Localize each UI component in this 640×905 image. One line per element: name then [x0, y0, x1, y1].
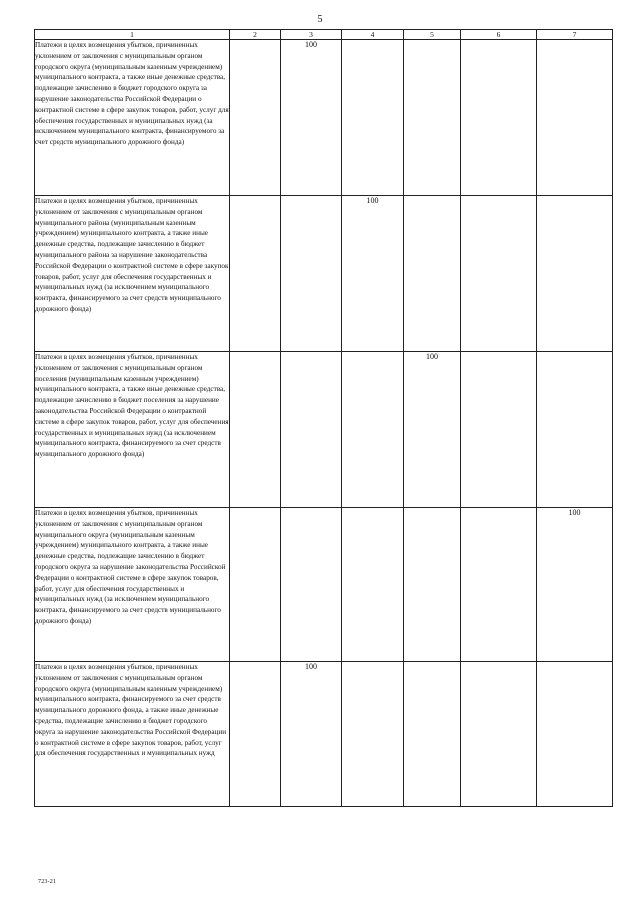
column-header-1: 1 [35, 30, 230, 40]
table-row [35, 196, 613, 352]
cell-col-6 [461, 196, 537, 352]
table-row [35, 508, 613, 662]
payment-description: Платежи в целях возмещения убытков, причиненных уклонением от заключения с муниципальным органом муниципального района (муниципальным казенным учреждением) муниципального контракта, а также иные денежные средства, подлежащие зачислению в бюджет муниципального района за нарушение законодательства Российской Федерации о контрактной системе в сфере закупок товаров, работ, услуг для обеспечения государственных и муниципальных нужд (за исключением муниципального контракта, финансируемого за счет средств муниципального дорожного фонда) [35, 196, 230, 352]
cell-col-4: 100 [342, 196, 404, 352]
payment-description: Платежи в целях возмещения убытков, причиненных уклонением от заключения с муниципальным органом поселения (муниципальным казенным учреждением) муниципального контракта, а также иные денежные средства, подлежащие зачислению в бюджет поселения за нарушение законодательства Российской Федерации о контрактной системе в сфере закупок товаров, работ, услуг для обеспечения государственных и муниципальных нужд (за исключением муниципального контракта, финансируемого за счет средств муниципального дорожного фонда) [35, 352, 230, 508]
cell-col-2 [230, 352, 281, 508]
cell-col-7: 100 [537, 508, 613, 662]
revenue-distribution-table [34, 29, 613, 807]
table-row [35, 352, 613, 508]
cell-col-7 [537, 196, 613, 352]
cell-col-6 [461, 662, 537, 807]
cell-col-2 [230, 40, 281, 196]
cell-col-3 [281, 352, 342, 508]
cell-col-5: 100 [404, 352, 461, 508]
column-header-3: 3 [281, 30, 342, 40]
cell-col-4 [342, 662, 404, 807]
table-row [35, 40, 613, 196]
cell-col-3 [281, 196, 342, 352]
column-header-7: 7 [537, 30, 613, 40]
column-header-2: 2 [230, 30, 281, 40]
cell-col-2 [230, 662, 281, 807]
cell-col-4 [342, 40, 404, 196]
cell-col-5 [404, 196, 461, 352]
cell-col-2 [230, 196, 281, 352]
column-number-row [35, 30, 613, 40]
cell-col-6 [461, 352, 537, 508]
cell-col-5 [404, 508, 461, 662]
cell-col-3 [281, 508, 342, 662]
column-header-4: 4 [342, 30, 404, 40]
payment-description: Платежи в целях возмещения убытков, причиненных уклонением от заключения с муниципальным органом городского округа (муниципальным казенным учреждением) муниципального контракта, финансируемого за счет средств муниципального дорожного фонда, а также иные денежные средства, подлежащие зачислению в бюджет городского округа за нарушение законодательства Российской Федерации о контрактной системе в сфере закупок товаров, работ, услуг для обеспечения государственных и муниципальных нужд [35, 662, 230, 807]
payment-description: Платежи в целях возмещения убытков, причиненных уклонением от заключения с муниципальным органом городского округа (муниципальным казенным учреждением) муниципального контракта, а также иные денежные средства, подлежащие зачислению в бюджет городского округа за нарушение законодательства Российской Федерации о контрактной системе в сфере закупок товаров, работ, услуг для обеспечения государственных и муниципальных нужд (за исключением муниципального контракта, финансируемого за счет средств муниципального дорожного фонда) [35, 40, 230, 196]
page-number: 5 [317, 14, 323, 25]
cell-col-4 [342, 508, 404, 662]
cell-col-7 [537, 352, 613, 508]
cell-col-5 [404, 40, 461, 196]
cell-col-6 [461, 40, 537, 196]
cell-col-2 [230, 508, 281, 662]
cell-col-3: 100 [281, 662, 342, 807]
column-header-5: 5 [404, 30, 461, 40]
cell-col-5 [404, 662, 461, 807]
cell-col-4 [342, 352, 404, 508]
column-header-6: 6 [461, 30, 537, 40]
cell-col-7 [537, 40, 613, 196]
cell-col-6 [461, 508, 537, 662]
cell-col-7 [537, 662, 613, 807]
cell-col-3: 100 [281, 40, 342, 196]
footer-code: 723-21 [38, 879, 57, 885]
payment-description: Платежи в целях возмещения убытков, причиненных уклонением от заключения с муниципальным органом муниципального округа (муниципальным казенным учреждением) муниципального контракта, а также иные денежные средства, подлежащие зачислению в бюджет городского округа за нарушение законодательства Российской Федерации о контрактной системе в сфере закупок товаров, работ, услуг для обеспечения государственных и муниципальных нужд (за исключением муниципального контракта, финансируемого за счет средств муниципального дорожного фонда) [35, 508, 230, 662]
table-row [35, 662, 613, 807]
